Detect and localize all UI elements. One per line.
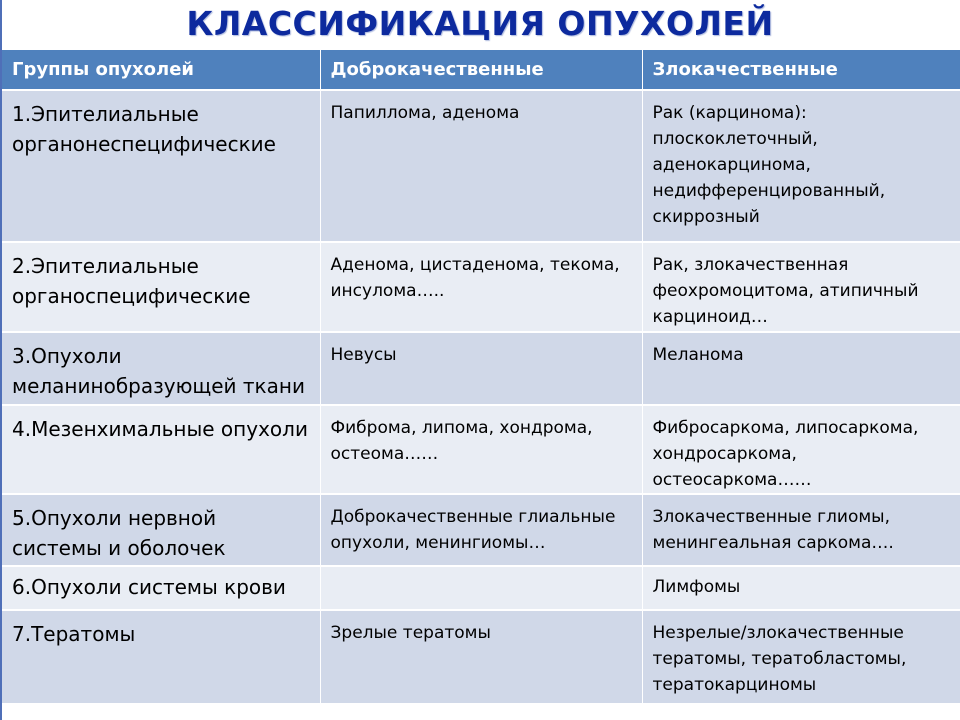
table-row	[2, 494, 960, 566]
group-cell: 5.Опухоли нервной системы и оболочек	[2, 494, 320, 566]
benign-cell: Невусы	[320, 332, 642, 405]
table-header-row	[2, 50, 960, 90]
malignant-cell: Меланома	[642, 332, 960, 405]
header-benign: Доброкачественные	[320, 50, 642, 90]
malignant-cell: Незрелые/злокачественные тератомы, тератобластомы, тератокарциномы	[642, 610, 960, 704]
benign-cell	[320, 566, 642, 610]
malignant-cell: Лимфомы	[642, 566, 960, 610]
malignant-cell: Рак (карцинома): плоскоклеточный, аденокарцинома, недифференцированный, скиррозный	[642, 90, 960, 242]
group-cell: 2.Эпителиальные органоспецифические	[2, 242, 320, 332]
tumor-classification-table	[2, 50, 960, 705]
table-row	[2, 90, 960, 242]
header-groups: Группы опухолей	[2, 50, 320, 90]
malignant-cell: Фибросаркома, липосаркома, хондросаркома, остеосаркома……	[642, 405, 960, 494]
header-malignant: Злокачественные	[642, 50, 960, 90]
group-cell: 7.Тератомы	[2, 610, 320, 704]
table-row	[2, 242, 960, 332]
group-cell: 4.Мезенхимальные опухоли	[2, 405, 320, 494]
group-cell: 3.Опухоли меланинобразующей ткани	[2, 332, 320, 405]
table-row	[2, 332, 960, 405]
malignant-cell: Злокачественные глиомы, менингеальная саркома….	[642, 494, 960, 566]
group-cell: 1.Эпителиальные органонеспецифические	[2, 90, 320, 242]
slide-title: КЛАССИФИКАЦИЯ ОПУХОЛЕЙ	[186, 4, 774, 43]
benign-cell: Зрелые тератомы	[320, 610, 642, 704]
table-row	[2, 405, 960, 494]
benign-cell: Фиброма, липома, хондрома, остеома……	[320, 405, 642, 494]
malignant-cell: Рак, злокачественная феохромоцитома, атипичный карциноид…	[642, 242, 960, 332]
table-row	[2, 566, 960, 610]
benign-cell: Доброкачественные глиальные опухоли, менингиомы…	[320, 494, 642, 566]
benign-cell: Аденома, цистаденома, текома, инсулома…..	[320, 242, 642, 332]
table-row	[2, 610, 960, 704]
benign-cell: Папиллома, аденома	[320, 90, 642, 242]
group-cell: 6.Опухоли системы крови	[2, 566, 320, 610]
